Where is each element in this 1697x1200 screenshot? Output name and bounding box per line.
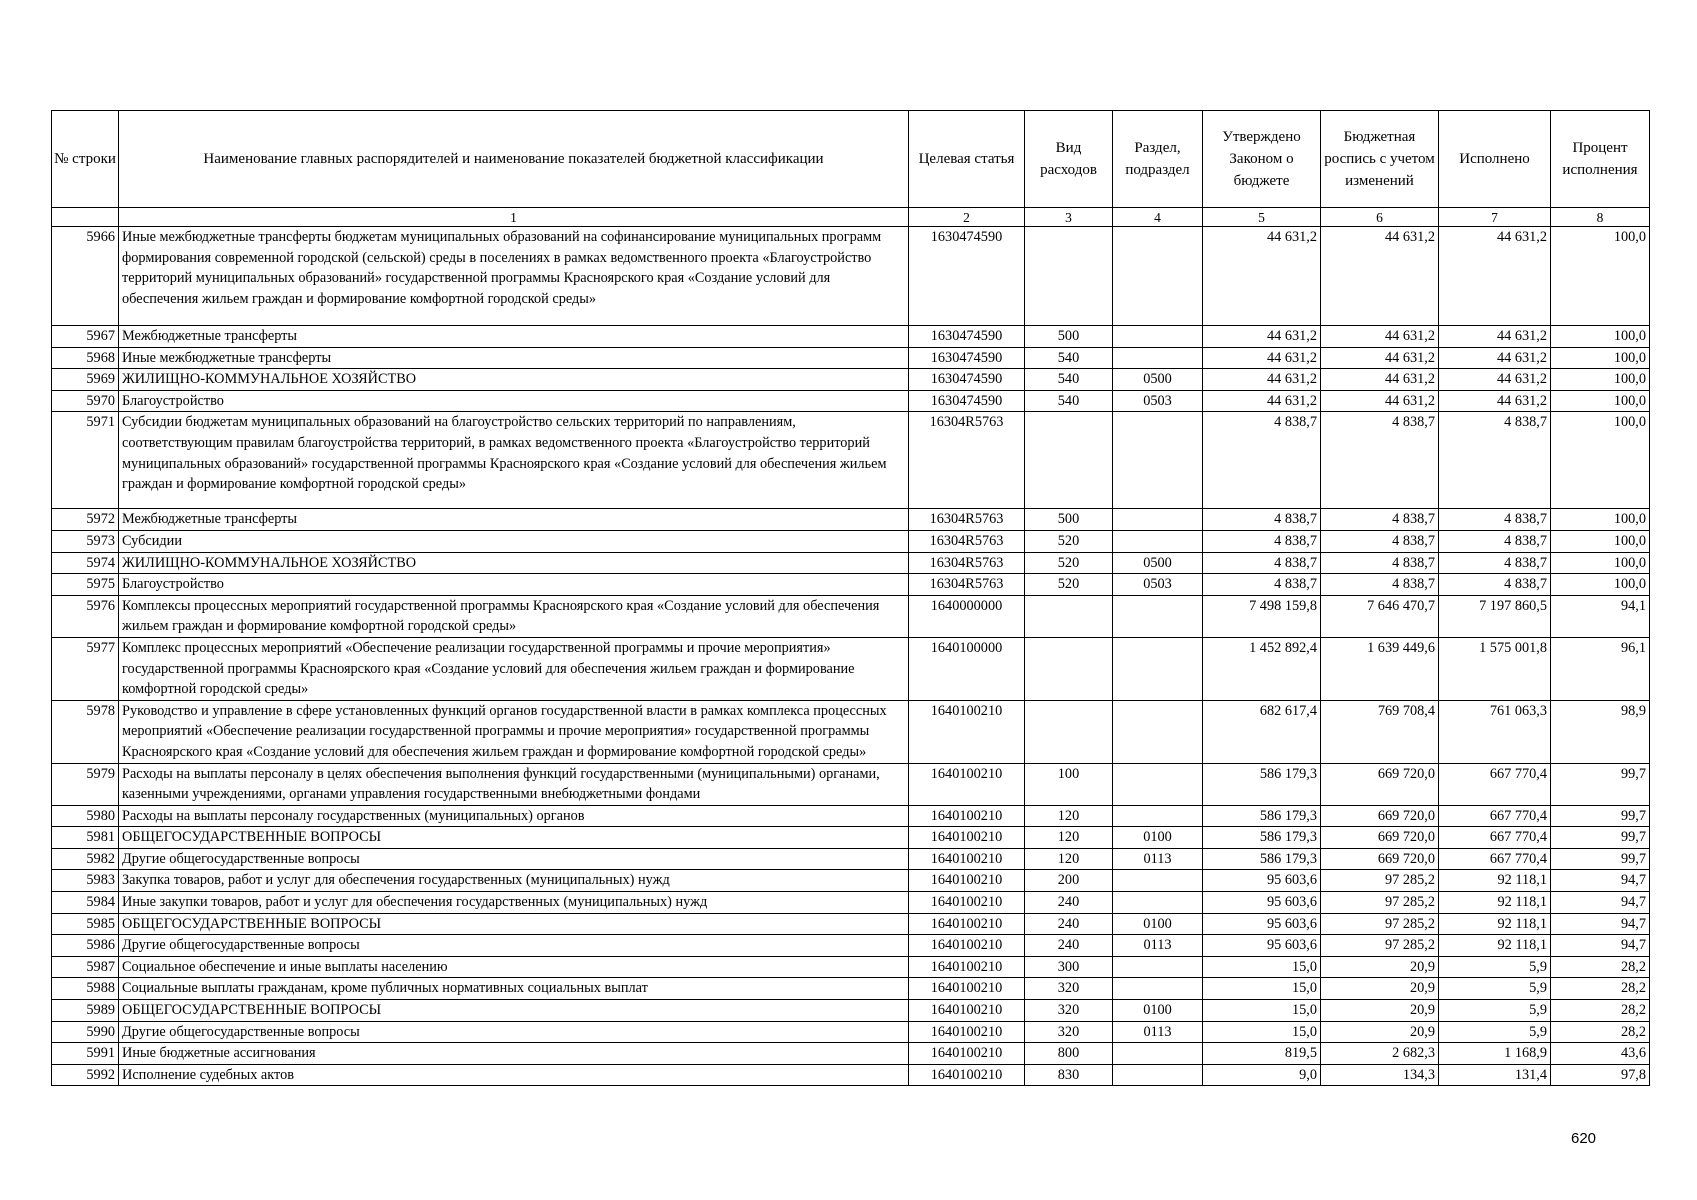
indicator-name: Межбюджетные трансферты: [119, 326, 909, 348]
expense-kind: [1025, 412, 1113, 509]
row-number: 5966: [52, 227, 119, 326]
target-article: 16304R5763: [909, 574, 1025, 596]
row-number: 5990: [52, 1021, 119, 1043]
execution-percent: 28,2: [1551, 978, 1650, 1000]
indicator-name: Иные межбюджетные трансферты бюджетам муниципальных образований на софинансирование муниципальных программ формирования современной городской (сельской) среды в поселениях в рамках ведомственного проекта «Благоустройство территорий муниципальных образований» государственной программы Красноярского края «Создание условий для обеспечения жильем граждан и формирование комфортной городской среды»: [119, 227, 909, 326]
indicator-name: Иные бюджетные ассигнования: [119, 1043, 909, 1065]
target-article: 1640100210: [909, 1021, 1025, 1043]
section-code: 0113: [1113, 935, 1203, 957]
approved-amount: 4 838,7: [1203, 509, 1321, 531]
budget-schedule-amount: 4 838,7: [1321, 574, 1439, 596]
section-code: [1113, 956, 1203, 978]
execution-percent: 99,7: [1551, 763, 1650, 805]
executed-amount: 7 197 860,5: [1439, 595, 1551, 637]
table-row: [52, 892, 1650, 914]
executed-amount: 4 838,7: [1439, 552, 1551, 574]
expense-kind: 540: [1025, 369, 1113, 391]
table-row: [52, 637, 1650, 700]
table-row: [52, 552, 1650, 574]
budget-schedule-amount: 44 631,2: [1321, 326, 1439, 348]
section-code: [1113, 530, 1203, 552]
section-code: [1113, 892, 1203, 914]
approved-amount: 4 838,7: [1203, 552, 1321, 574]
executed-amount: 1 168,9: [1439, 1043, 1551, 1065]
indicator-name: Расходы на выплаты персоналу государственных (муниципальных) органов: [119, 805, 909, 827]
executed-amount: 131,4: [1439, 1064, 1551, 1086]
table-row: [52, 227, 1650, 326]
page-number: 620: [1571, 1130, 1597, 1147]
target-article: 16304R5763: [909, 530, 1025, 552]
execution-percent: 94,7: [1551, 870, 1650, 892]
budget-schedule-amount: 97 285,2: [1321, 892, 1439, 914]
section-code: 0500: [1113, 552, 1203, 574]
expense-kind: 200: [1025, 870, 1113, 892]
table-row: [52, 530, 1650, 552]
indicator-name: Другие общегосударственные вопросы: [119, 1021, 909, 1043]
executed-amount: 44 631,2: [1439, 390, 1551, 412]
execution-percent: 100,0: [1551, 326, 1650, 348]
column-number: 4: [1113, 208, 1203, 227]
executed-amount: 667 770,4: [1439, 827, 1551, 849]
column-number: 1: [119, 208, 909, 227]
expense-kind: 240: [1025, 892, 1113, 914]
expense-kind: 300: [1025, 956, 1113, 978]
target-article: 1630474590: [909, 347, 1025, 369]
indicator-name: ОБЩЕГОСУДАРСТВЕННЫЕ ВОПРОСЫ: [119, 913, 909, 935]
header-approved: Утверждено Законом о бюджете: [1203, 111, 1321, 208]
execution-percent: 100,0: [1551, 347, 1650, 369]
target-article: 1640100210: [909, 827, 1025, 849]
approved-amount: 95 603,6: [1203, 870, 1321, 892]
table-row: [52, 390, 1650, 412]
column-number-row: [52, 208, 1650, 227]
executed-amount: 667 770,4: [1439, 848, 1551, 870]
executed-amount: 5,9: [1439, 1021, 1551, 1043]
expense-kind: 240: [1025, 935, 1113, 957]
approved-amount: 15,0: [1203, 956, 1321, 978]
target-article: 1640100210: [909, 1000, 1025, 1022]
approved-amount: 682 617,4: [1203, 700, 1321, 763]
row-number: 5982: [52, 848, 119, 870]
expense-kind: [1025, 637, 1113, 700]
table-row: [52, 978, 1650, 1000]
target-article: 1640100210: [909, 1043, 1025, 1065]
approved-amount: 4 838,7: [1203, 412, 1321, 509]
budget-schedule-amount: 44 631,2: [1321, 227, 1439, 326]
row-number: 5969: [52, 369, 119, 391]
target-article: 1640100210: [909, 956, 1025, 978]
indicator-name: Межбюджетные трансферты: [119, 509, 909, 531]
table-row: [52, 326, 1650, 348]
approved-amount: 586 179,3: [1203, 848, 1321, 870]
row-number: 5986: [52, 935, 119, 957]
row-number: 5971: [52, 412, 119, 509]
execution-percent: 100,0: [1551, 509, 1650, 531]
execution-percent: 100,0: [1551, 412, 1650, 509]
executed-amount: 4 838,7: [1439, 509, 1551, 531]
execution-percent: 100,0: [1551, 369, 1650, 391]
column-number: 6: [1321, 208, 1439, 227]
approved-amount: 7 498 159,8: [1203, 595, 1321, 637]
row-number: 5967: [52, 326, 119, 348]
indicator-name: Закупка товаров, работ и услуг для обеспечения государственных (муниципальных) нужд: [119, 870, 909, 892]
row-number: 5970: [52, 390, 119, 412]
approved-amount: 44 631,2: [1203, 369, 1321, 391]
row-number: 5992: [52, 1064, 119, 1086]
budget-schedule-amount: 97 285,2: [1321, 935, 1439, 957]
indicator-name: Комплекс процессных мероприятий «Обеспечение реализации государственной программы и прочие мероприятия» государственной программы Красноярского края «Создание условий для обеспечения жильем граждан и формирование комфортной городской среды»: [119, 637, 909, 700]
indicator-name: Иные межбюджетные трансферты: [119, 347, 909, 369]
row-number: 5979: [52, 763, 119, 805]
executed-amount: 44 631,2: [1439, 227, 1551, 326]
executed-amount: 5,9: [1439, 956, 1551, 978]
target-article: 1640100000: [909, 637, 1025, 700]
column-number: 2: [909, 208, 1025, 227]
target-article: 1640100210: [909, 935, 1025, 957]
row-number: 5980: [52, 805, 119, 827]
table-row: [52, 574, 1650, 596]
executed-amount: 1 575 001,8: [1439, 637, 1551, 700]
column-number: 7: [1439, 208, 1551, 227]
table-row: [52, 848, 1650, 870]
expense-kind: [1025, 595, 1113, 637]
target-article: 1640100210: [909, 870, 1025, 892]
table-row: [52, 700, 1650, 763]
header-target-article: Целевая статья: [909, 111, 1025, 208]
row-number: 5977: [52, 637, 119, 700]
target-article: 1640100210: [909, 805, 1025, 827]
indicator-name: Субсидии бюджетам муниципальных образований на благоустройство сельских территорий по направлениям, соответствующим правилам благоустройства территорий, в рамках ведомственного проекта «Благоустройство территорий муниципальных образований» государственной программы Красноярского края «Создание условий для обеспечения жильем граждан и формирование комфортной городской среды»: [119, 412, 909, 509]
executed-amount: 44 631,2: [1439, 369, 1551, 391]
budget-schedule-amount: 97 285,2: [1321, 870, 1439, 892]
indicator-name: ЖИЛИЩНО-КОММУНАЛЬНОЕ ХОЗЯЙСТВО: [119, 552, 909, 574]
target-article: 1640100210: [909, 892, 1025, 914]
executed-amount: 667 770,4: [1439, 763, 1551, 805]
table-row: [52, 369, 1650, 391]
approved-amount: 1 452 892,4: [1203, 637, 1321, 700]
executed-amount: 44 631,2: [1439, 326, 1551, 348]
execution-percent: 43,6: [1551, 1043, 1650, 1065]
section-code: [1113, 412, 1203, 509]
execution-percent: 99,7: [1551, 805, 1650, 827]
executed-amount: 4 838,7: [1439, 530, 1551, 552]
approved-amount: 95 603,6: [1203, 892, 1321, 914]
column-number-spacer: [52, 208, 119, 227]
expense-kind: 520: [1025, 552, 1113, 574]
indicator-name: Субсидии: [119, 530, 909, 552]
budget-schedule-amount: 20,9: [1321, 956, 1439, 978]
target-article: 1640100210: [909, 978, 1025, 1000]
expense-kind: 540: [1025, 390, 1113, 412]
target-article: 1640100210: [909, 1064, 1025, 1086]
expense-kind: 830: [1025, 1064, 1113, 1086]
budget-schedule-amount: 1 639 449,6: [1321, 637, 1439, 700]
section-code: [1113, 763, 1203, 805]
budget-schedule-amount: 2 682,3: [1321, 1043, 1439, 1065]
execution-percent: 100,0: [1551, 390, 1650, 412]
expense-kind: 800: [1025, 1043, 1113, 1065]
budget-schedule-amount: 669 720,0: [1321, 763, 1439, 805]
execution-percent: 97,8: [1551, 1064, 1650, 1086]
execution-percent: 28,2: [1551, 1000, 1650, 1022]
section-code: [1113, 700, 1203, 763]
approved-amount: 819,5: [1203, 1043, 1321, 1065]
approved-amount: 4 838,7: [1203, 530, 1321, 552]
budget-schedule-amount: 669 720,0: [1321, 805, 1439, 827]
budget-schedule-amount: 44 631,2: [1321, 369, 1439, 391]
row-number: 5973: [52, 530, 119, 552]
indicator-name: Социальные выплаты гражданам, кроме публичных нормативных социальных выплат: [119, 978, 909, 1000]
section-code: 0100: [1113, 827, 1203, 849]
section-code: [1113, 227, 1203, 326]
execution-percent: 99,7: [1551, 848, 1650, 870]
row-number: 5991: [52, 1043, 119, 1065]
budget-schedule-amount: 97 285,2: [1321, 913, 1439, 935]
execution-percent: 94,7: [1551, 913, 1650, 935]
expense-kind: 120: [1025, 805, 1113, 827]
table-row: [52, 913, 1650, 935]
budget-schedule-amount: 669 720,0: [1321, 827, 1439, 849]
section-code: [1113, 509, 1203, 531]
target-article: 1630474590: [909, 227, 1025, 326]
table-row: [52, 509, 1650, 531]
row-number: 5975: [52, 574, 119, 596]
budget-schedule-amount: 44 631,2: [1321, 390, 1439, 412]
row-number: 5974: [52, 552, 119, 574]
indicator-name: Руководство и управление в сфере установленных функций органов государственной власти в рамках комплекса процессных мероприятий «Обеспечение реализации государственной программы и прочие мероприятия» государственной программы Красноярского края «Создание условий для обеспечения жильем граждан и формирование комфортной городской среды»: [119, 700, 909, 763]
budget-schedule-amount: 20,9: [1321, 978, 1439, 1000]
table-row: [52, 347, 1650, 369]
expense-kind: 120: [1025, 848, 1113, 870]
section-code: 0503: [1113, 390, 1203, 412]
section-code: 0500: [1113, 369, 1203, 391]
executed-amount: 92 118,1: [1439, 913, 1551, 935]
header-executed: Исполнено: [1439, 111, 1551, 208]
expense-kind: [1025, 227, 1113, 326]
budget-schedule-amount: 4 838,7: [1321, 552, 1439, 574]
section-code: [1113, 595, 1203, 637]
expense-kind: 520: [1025, 530, 1113, 552]
table-row: [52, 935, 1650, 957]
indicator-name: ЖИЛИЩНО-КОММУНАЛЬНОЕ ХОЗЯЙСТВО: [119, 369, 909, 391]
section-code: [1113, 805, 1203, 827]
approved-amount: 15,0: [1203, 1000, 1321, 1022]
table-row: [52, 956, 1650, 978]
budget-schedule-amount: 4 838,7: [1321, 412, 1439, 509]
executed-amount: 4 838,7: [1439, 412, 1551, 509]
execution-percent: 99,7: [1551, 827, 1650, 849]
indicator-name: Благоустройство: [119, 574, 909, 596]
execution-percent: 98,9: [1551, 700, 1650, 763]
section-code: 0100: [1113, 1000, 1203, 1022]
indicator-name: Расходы на выплаты персоналу в целях обеспечения выполнения функций государственными (муниципальными) органами, казенными учреждениями, органами управления государственными внебюджетными фондами: [119, 763, 909, 805]
approved-amount: 4 838,7: [1203, 574, 1321, 596]
row-number: 5968: [52, 347, 119, 369]
section-code: [1113, 1064, 1203, 1086]
indicator-name: ОБЩЕГОСУДАРСТВЕННЫЕ ВОПРОСЫ: [119, 1000, 909, 1022]
header-budget-schedule: Бюджетная роспись с учетом изменений: [1321, 111, 1439, 208]
budget-schedule-amount: 44 631,2: [1321, 347, 1439, 369]
executed-amount: 92 118,1: [1439, 892, 1551, 914]
row-number: 5985: [52, 913, 119, 935]
executed-amount: 5,9: [1439, 978, 1551, 1000]
executed-amount: 5,9: [1439, 1000, 1551, 1022]
row-number: 5976: [52, 595, 119, 637]
header-section: Раздел, подраздел: [1113, 111, 1203, 208]
execution-percent: 100,0: [1551, 530, 1650, 552]
target-article: 1630474590: [909, 390, 1025, 412]
target-article: 16304R5763: [909, 552, 1025, 574]
executed-amount: 92 118,1: [1439, 870, 1551, 892]
expense-kind: 320: [1025, 1000, 1113, 1022]
target-article: 1640100210: [909, 763, 1025, 805]
section-code: 0113: [1113, 1021, 1203, 1043]
target-article: 1640100210: [909, 700, 1025, 763]
approved-amount: 44 631,2: [1203, 347, 1321, 369]
approved-amount: 586 179,3: [1203, 827, 1321, 849]
executed-amount: 4 838,7: [1439, 574, 1551, 596]
row-number: 5972: [52, 509, 119, 531]
indicator-name: Комплексы процессных мероприятий государственной программы Красноярского края «Создание условий для обеспечения жильем граждан и формирование комфортной городской среды»: [119, 595, 909, 637]
budget-table: [51, 110, 1650, 1086]
target-article: 1640000000: [909, 595, 1025, 637]
indicator-name: Исполнение судебных актов: [119, 1064, 909, 1086]
execution-percent: 100,0: [1551, 552, 1650, 574]
header-row: [52, 111, 1650, 208]
expense-kind: [1025, 700, 1113, 763]
section-code: [1113, 326, 1203, 348]
indicator-name: ОБЩЕГОСУДАРСТВЕННЫЕ ВОПРОСЫ: [119, 827, 909, 849]
budget-schedule-amount: 4 838,7: [1321, 509, 1439, 531]
executed-amount: 44 631,2: [1439, 347, 1551, 369]
expense-kind: 320: [1025, 1021, 1113, 1043]
budget-schedule-amount: 20,9: [1321, 1021, 1439, 1043]
approved-amount: 586 179,3: [1203, 763, 1321, 805]
expense-kind: 540: [1025, 347, 1113, 369]
section-code: [1113, 978, 1203, 1000]
execution-percent: 94,7: [1551, 935, 1650, 957]
table-row: [52, 870, 1650, 892]
indicator-name: Другие общегосударственные вопросы: [119, 935, 909, 957]
section-code: [1113, 637, 1203, 700]
table-row: [52, 1021, 1650, 1043]
row-number: 5987: [52, 956, 119, 978]
table-row: [52, 1064, 1650, 1086]
execution-percent: 100,0: [1551, 574, 1650, 596]
execution-percent: 96,1: [1551, 637, 1650, 700]
header-row-number: № строки: [52, 111, 119, 208]
header-name: Наименование главных распорядителей и наименование показателей бюджетной классификации: [119, 111, 909, 208]
approved-amount: 15,0: [1203, 1021, 1321, 1043]
execution-percent: 28,2: [1551, 1021, 1650, 1043]
budget-schedule-amount: 4 838,7: [1321, 530, 1439, 552]
section-code: 0113: [1113, 848, 1203, 870]
row-number: 5989: [52, 1000, 119, 1022]
column-number: 8: [1551, 208, 1650, 227]
approved-amount: 95 603,6: [1203, 935, 1321, 957]
row-number: 5988: [52, 978, 119, 1000]
column-number: 5: [1203, 208, 1321, 227]
table-row: [52, 763, 1650, 805]
indicator-name: Иные закупки товаров, работ и услуг для обеспечения государственных (муниципальных) нужд: [119, 892, 909, 914]
table-row: [52, 595, 1650, 637]
approved-amount: 44 631,2: [1203, 227, 1321, 326]
budget-schedule-amount: 20,9: [1321, 1000, 1439, 1022]
approved-amount: 15,0: [1203, 978, 1321, 1000]
approved-amount: 95 603,6: [1203, 913, 1321, 935]
budget-schedule-amount: 134,3: [1321, 1064, 1439, 1086]
column-number: 3: [1025, 208, 1113, 227]
table-row: [52, 412, 1650, 509]
executed-amount: 667 770,4: [1439, 805, 1551, 827]
execution-percent: 100,0: [1551, 227, 1650, 326]
target-article: 1640100210: [909, 848, 1025, 870]
table-row: [52, 805, 1650, 827]
table-row: [52, 1043, 1650, 1065]
budget-schedule-amount: 7 646 470,7: [1321, 595, 1439, 637]
section-code: [1113, 870, 1203, 892]
expense-kind: 520: [1025, 574, 1113, 596]
execution-percent: 94,7: [1551, 892, 1650, 914]
expense-kind: 500: [1025, 326, 1113, 348]
execution-percent: 28,2: [1551, 956, 1650, 978]
target-article: 1630474590: [909, 326, 1025, 348]
indicator-name: Другие общегосударственные вопросы: [119, 848, 909, 870]
target-article: 1630474590: [909, 369, 1025, 391]
row-number: 5978: [52, 700, 119, 763]
executed-amount: 761 063,3: [1439, 700, 1551, 763]
section-code: [1113, 1043, 1203, 1065]
section-code: 0100: [1113, 913, 1203, 935]
indicator-name: Благоустройство: [119, 390, 909, 412]
expense-kind: 120: [1025, 827, 1113, 849]
budget-schedule-amount: 769 708,4: [1321, 700, 1439, 763]
expense-kind: 500: [1025, 509, 1113, 531]
target-article: 16304R5763: [909, 412, 1025, 509]
executed-amount: 92 118,1: [1439, 935, 1551, 957]
section-code: [1113, 347, 1203, 369]
table-row: [52, 827, 1650, 849]
target-article: 1640100210: [909, 913, 1025, 935]
approved-amount: 586 179,3: [1203, 805, 1321, 827]
budget-schedule-amount: 669 720,0: [1321, 848, 1439, 870]
execution-percent: 94,1: [1551, 595, 1650, 637]
target-article: 16304R5763: [909, 509, 1025, 531]
row-number: 5981: [52, 827, 119, 849]
indicator-name: Социальное обеспечение и иные выплаты населению: [119, 956, 909, 978]
expense-kind: 240: [1025, 913, 1113, 935]
row-number: 5984: [52, 892, 119, 914]
header-expense-kind: Вид расходов: [1025, 111, 1113, 208]
row-number: 5983: [52, 870, 119, 892]
approved-amount: 44 631,2: [1203, 390, 1321, 412]
expense-kind: 320: [1025, 978, 1113, 1000]
approved-amount: 9,0: [1203, 1064, 1321, 1086]
table-row: [52, 1000, 1650, 1022]
section-code: 0503: [1113, 574, 1203, 596]
expense-kind: 100: [1025, 763, 1113, 805]
header-percent: Процент исполнения: [1551, 111, 1650, 208]
approved-amount: 44 631,2: [1203, 326, 1321, 348]
